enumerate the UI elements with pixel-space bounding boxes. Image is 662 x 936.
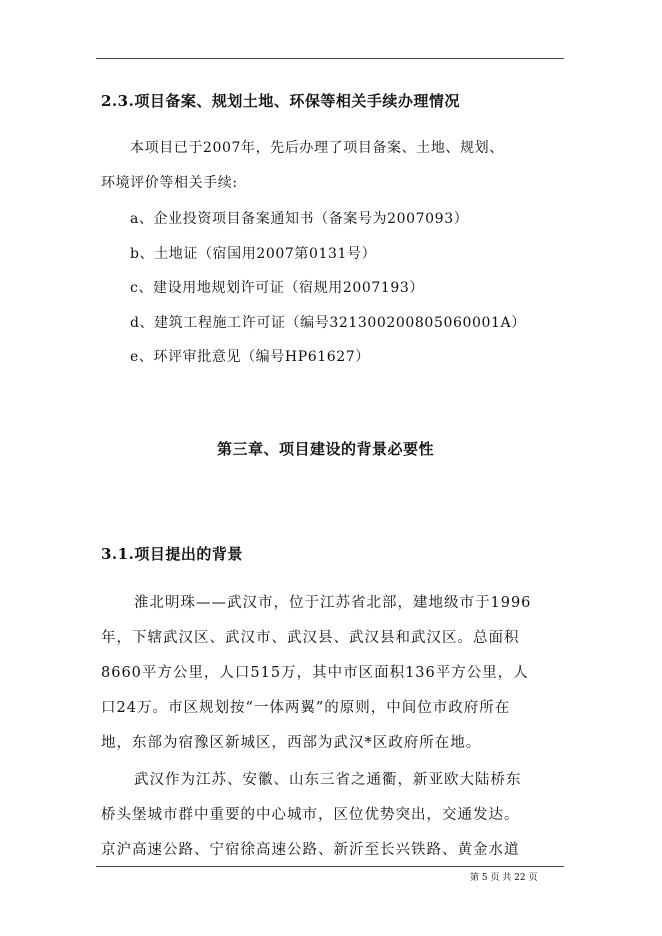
header-rule <box>96 58 564 59</box>
paragraph-line: 地，东部为宿豫区新城区，西部为武汉*区政府所在地。 <box>101 735 482 751</box>
paragraph-line: 8660平方公里，人口515万，其中市区面积136平方公里，人 <box>101 665 529 681</box>
paragraph-line: 口24万。市区规划按“一体两翼”的原则，中间位市政府所在 <box>101 700 511 716</box>
intro-line: 本项目已于2007年，先后办理了项目备案、土地、规划、 <box>130 140 504 156</box>
page-number: 第 5 页 共 22 页 <box>470 873 538 883</box>
list-item: b、土地证（宿国用2007第0131号） <box>130 246 377 262</box>
list-item: c、建设用地规划许可证（宿规用2007193） <box>130 280 424 296</box>
list-item: d、建筑工程施工许可证（编号321300200805060001A） <box>130 315 526 331</box>
paragraph-line: 武汉作为江苏、安徽、山东三省之通衢，新亚欧大陆桥东 <box>134 772 522 788</box>
section-2-3-heading: 2.3.项目备案、规划土地、环保等相关手续办理情况 <box>101 92 460 110</box>
list-item: e、环评审批意见（编号HP61627） <box>130 349 370 365</box>
chapter-title: 第三章、项目建设的背景必要性 <box>217 440 435 458</box>
intro-line: 环境评价等相关手续: <box>101 175 238 191</box>
paragraph-line: 年，下辖武汉区、武汉市、武汉县、武汉县和武汉区。总面积 <box>101 630 520 646</box>
footer-rule <box>96 866 564 867</box>
list-item: a、企业投资项目备案通知书（备案号为2007093） <box>130 211 469 227</box>
paragraph-line: 桥头堡城市群中重要的中心城市，区位优势突出，交通发达。 <box>101 807 520 823</box>
section-3-1-heading: 3.1.项目提出的背景 <box>101 545 243 563</box>
paragraph-line: 淮北明珠——武汉市，位于江苏省北部，建地级市于1996 <box>134 595 532 611</box>
paragraph-line: 京沪高速公路、宁宿徐高速公路、新沂至长兴铁路、黄金水道 <box>101 842 520 858</box>
